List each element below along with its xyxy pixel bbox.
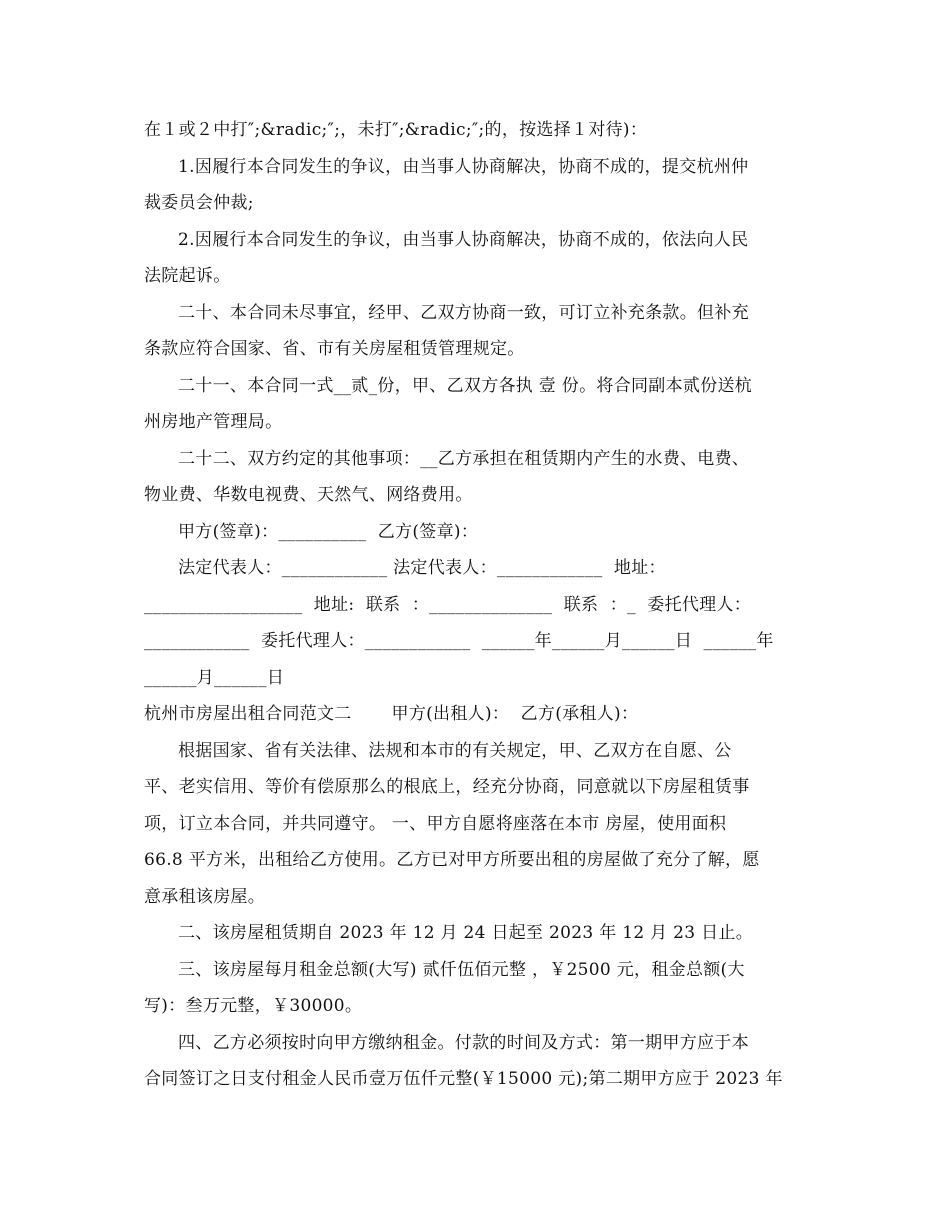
text-line: 66.8 平方米，出租给乙方使用。乙方已对甲方所要出租的房屋做了充分了解，愿 <box>144 850 760 870</box>
text-line: 四、乙方必须按时向甲方缴纳租金。付款的时间及方式：第一期甲方应于本 <box>178 1032 749 1053</box>
text-line: 二十二、双方约定的其他事项：__乙方承担在租赁期内产生的水费、电费、 <box>178 448 750 469</box>
text-line: 项，订立本合同，并共同遵守。 一、甲方自愿将座落在本市 房屋，使用面积 <box>144 813 727 834</box>
text-line: 1.因履行本合同发生的争议，由当事人协商解决，协商不成的，提交杭州仲 <box>178 156 749 177</box>
text-line: 州房地产管理局。 <box>144 412 283 432</box>
text-line: 意承租该房屋。 <box>144 886 266 907</box>
text-line: 裁委员会仲裁; <box>144 193 254 213</box>
signature-line: ______月______日 <box>144 667 285 688</box>
text-line: 写)：叁万元整，￥30000。 <box>144 996 363 1016</box>
text-line: 平、老实信用、等价有偿原那么的根底上，经充分协商，同意就以下房屋租赁事 <box>144 777 750 797</box>
text-line: 2.因履行本合同发生的争议，由当事人协商解决，协商不成的，依法向人民 <box>178 229 749 250</box>
text-line: 法院起诉。 <box>144 266 231 286</box>
text-line: 物业费、华数电视费、天然气、网络费用。 <box>144 485 473 505</box>
text-line: 条款应符合国家、省、市有关房屋租赁管理规定。 <box>144 339 525 359</box>
document-page <box>144 112 804 1098</box>
text-line: 二十一、本合同一式__贰_份，甲、乙双方各执 壹 份。将合同副本贰份送杭 <box>178 375 753 396</box>
signature-line: __________________ 地址: 联系 ：______________ 联系 ：_ 委托代理人： <box>144 594 752 615</box>
text-line: 根据国家、省有关法律、法规和本市的有关规定，甲、乙双方在自愿、公 <box>178 740 732 761</box>
text-line: 二、该房屋租赁期自 2023 年 12 月 24 日起至 2023 年 12 月 23 日止。 <box>178 923 753 943</box>
signature-line: 甲方(签章)：__________ 乙方(签章)： <box>178 521 479 542</box>
signature-line: ____________ 委托代理人：____________ ______年______月______日 ______年 <box>144 631 774 651</box>
section-heading: 杭州市房屋出租合同范文二 甲方(出租人)： 乙方(承租人)： <box>144 704 639 724</box>
text-line: 三、该房屋每月租金总额(大写) 贰仟伍佰元整 ，￥2500 元，租金总额(大 <box>178 959 745 980</box>
text-line: 二十、本合同未尽事宜，经甲、乙双方协商一致，可订立补充条款。但补充 <box>178 302 749 323</box>
signature-line: 法定代表人：____________ 法定代表人：____________ 地址： <box>178 558 666 578</box>
text-line: 合同签订之日支付租金人民币壹万伍仟元整(￥15000 元);第二期甲方应于 2023 年 <box>144 1069 783 1089</box>
text-line: 在１或２中打″;&radic;″;，未打″;&radic;″;的，按选择１对待)： <box>144 120 648 140</box>
